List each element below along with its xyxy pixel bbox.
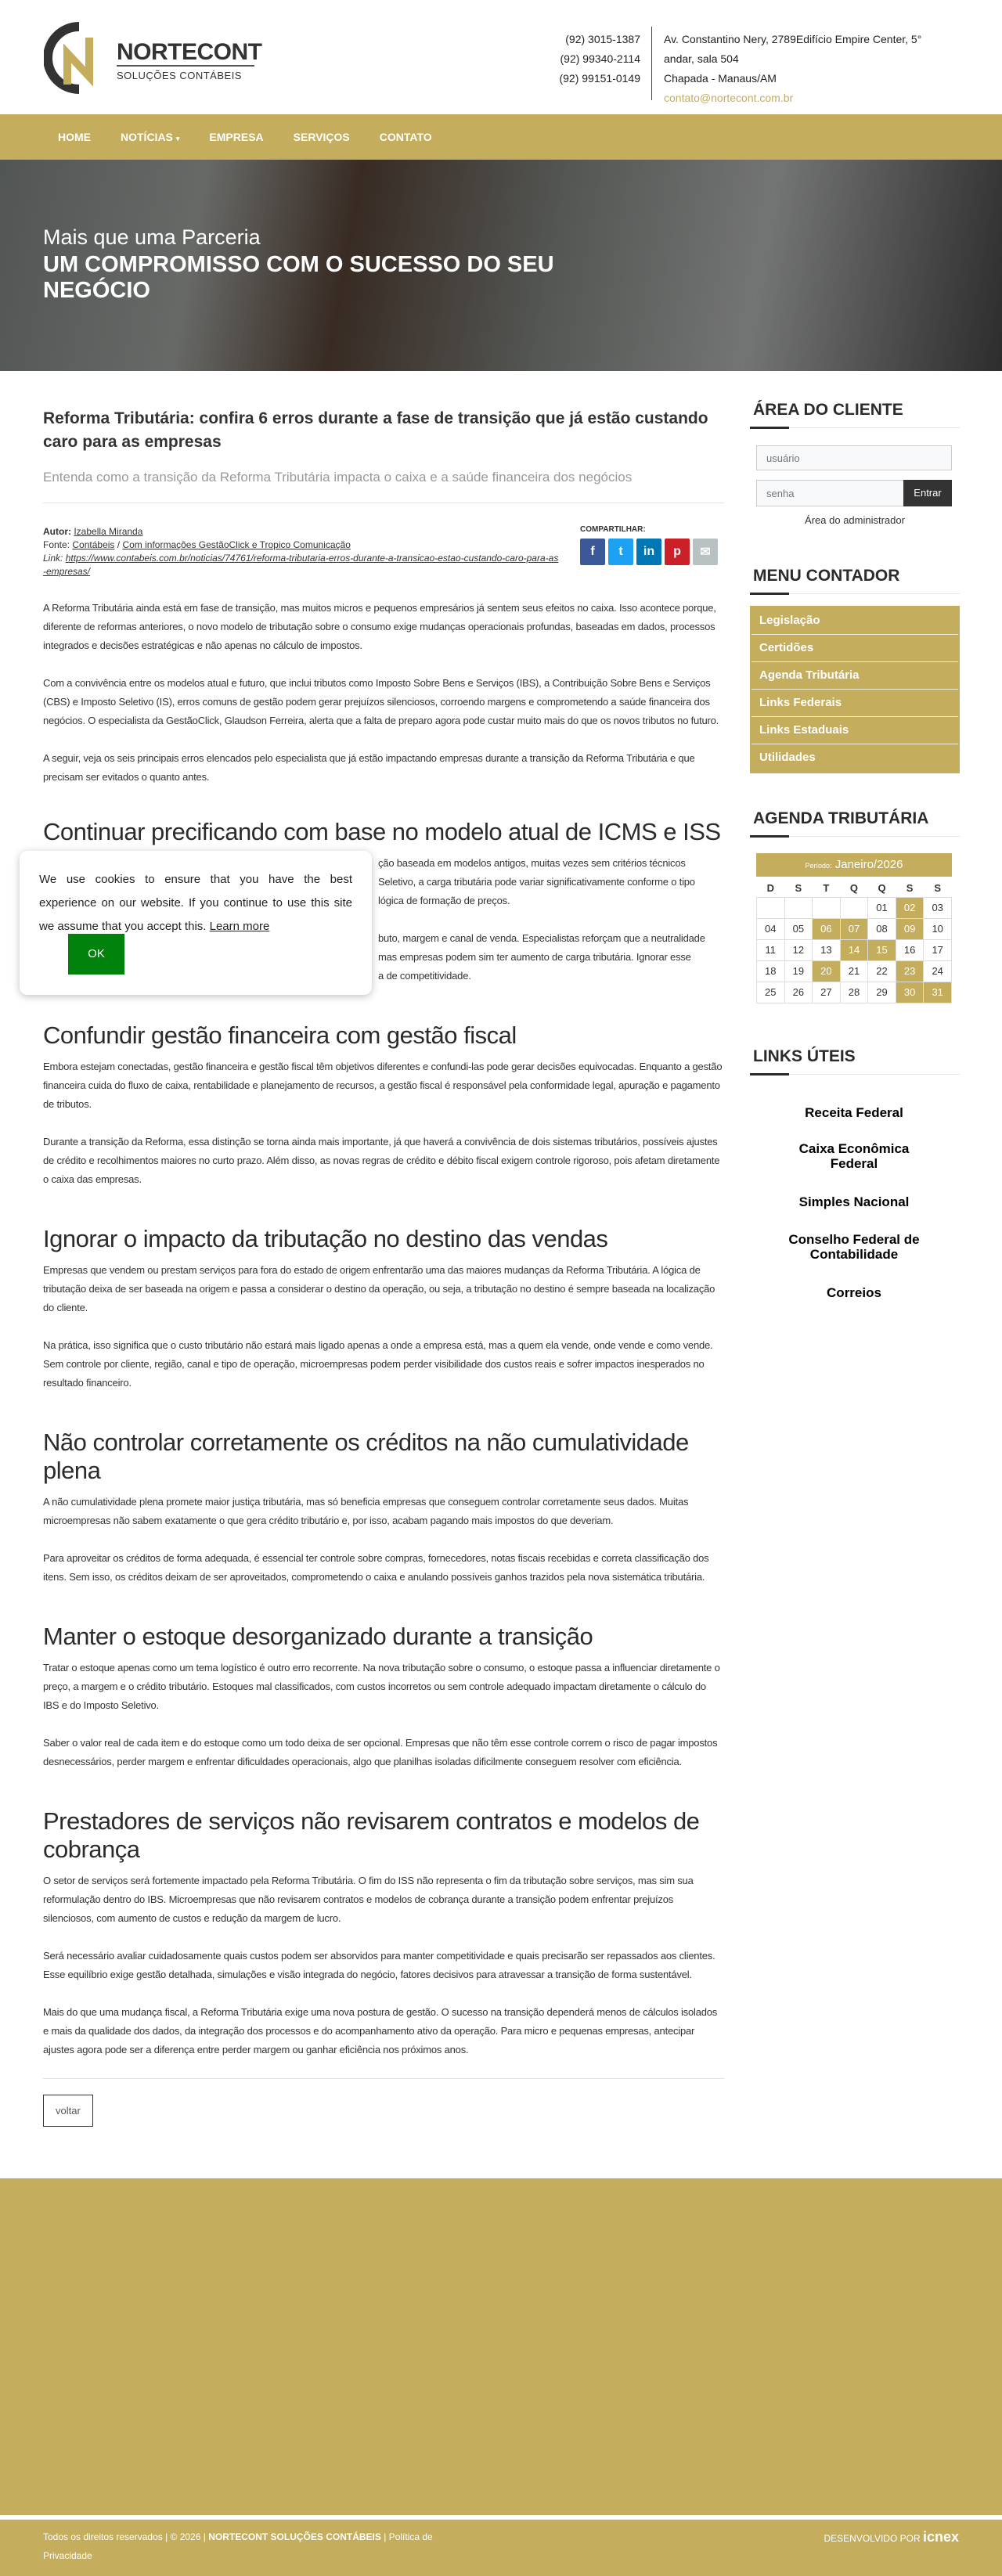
section-heading: Ignorar o impacto da tributação no destino das vendas — [43, 1225, 608, 1252]
logo-name: NORTECONT — [117, 39, 262, 65]
calendar-day: 27 — [813, 982, 841, 1003]
section-heading: Prestadores de serviços não revisarem contratos e modelos de cobrança — [43, 1807, 700, 1863]
paragraph: Para aproveitar os créditos de forma adequada, é essencial ter controle sobre compras, fornecedores, notas fiscais recebidas e correta classificação dos itens. Sem isso, os créditos deixam de ser aproveitados, comprometendo o caixa e anulando possíveis ganhos trazidos pela nova sistemática tributária. — [43, 1552, 709, 1583]
rights-text: Todos os direitos reservados | © 2026 | — [43, 2531, 206, 2542]
paragraph: Durante a transição da Reforma, essa distinção se torna ainda mais importante, já que haverá a convivência de dois sistemas tributários, possíveis ajustes de crédito e recolhimentos maiores no curto prazo. Além disso, as novas regras de crédito e débito fiscal exigem controle rigoroso, pois afetam diretamente o caixa das empresas. — [43, 1136, 720, 1185]
calendar-day: 10 — [924, 918, 952, 939]
paragraph: A não cumulatividade plena promete maior justiça tributária, mas só beneficia empresas que conseguem controlar corretamente seus dados. Muitas microempresas não sabem exatamente o que gera crédito tributário e, por isso, acabam pagando mais impostos do que deveriam. — [43, 1496, 689, 1526]
weekday-label: T — [823, 882, 830, 895]
heading-underline — [750, 593, 960, 594]
username-input[interactable] — [756, 445, 952, 470]
period-value: Janeiro/2026 — [834, 858, 903, 871]
share-label: COMPARTILHAR: — [580, 525, 646, 534]
link-caixa[interactable]: Caixa Econômica Federal — [798, 1141, 910, 1171]
text-line: mas empresas podem sim ter aumento de carga tributária. Ignorar esse — [378, 951, 691, 963]
calendar-empty — [784, 897, 813, 918]
client-area-title: ÁREA DO CLIENTE — [753, 401, 903, 419]
link-correios[interactable]: Correios — [827, 1285, 881, 1300]
article-meta — [43, 525, 724, 578]
calendar-day[interactable]: 14 — [840, 939, 868, 960]
nav-noticias-label: NOTÍCIAS — [121, 131, 173, 143]
source-url[interactable]: https://www.contabeis.com.br/noticias/74761/reforma-tributaria-erros-durante-a-transicao-estao-custando-caro-para-as-empresas/ — [43, 553, 559, 577]
paragraph: Na prática, isso significa que o custo tributário não estará mais ligado apenas a onde a empresa está, mas a quem ela vende, onde vende e como vende. Sem controle por cliente, região, canal e tipo de operação, microempresas podem perder visibilidade dos custos reais e sofrer impactos inesperados no resultado financeiro. — [43, 1339, 713, 1389]
article-sections — [43, 1021, 724, 2059]
caret-down-icon: ▾ — [175, 135, 180, 142]
calendar-day: 12 — [784, 939, 813, 960]
article-title: Reforma Tributária: confira 6 erros durante a fase de transição que já estão custando caro para as empresas — [43, 409, 708, 451]
period-label: Período: — [805, 862, 832, 870]
paragraph: Com a convivência entre os modelos atual e futuro, que inclui tributos como Imposto Sobre Bens e Serviços (IBS), a Contribuição Sobre Bens e Serviços (CBS) e Imposto Seletivo (IS), erros comuns de gestão podem gerar prejuízos silenciosos, corroendo margens e comprometendo a saúde financeira dos negócios. O especialista da GestãoClick, Glaudson Ferreira, alerta que a falta de preparo agora pode custar muito mais do que os novos tributos no futuro. — [43, 677, 719, 726]
calendar-day[interactable]: 20 — [813, 960, 841, 982]
calendar-day: 21 — [840, 960, 868, 982]
author-link[interactable]: Izabella Miranda — [74, 526, 143, 537]
weekday-label: Q — [878, 882, 886, 895]
twitter-icon[interactable]: t — [608, 539, 633, 565]
calendar-day: 22 — [868, 960, 896, 982]
author-label: Autor: — [43, 526, 71, 537]
calendar-day: 13 — [813, 939, 841, 960]
facebook-icon[interactable]: f — [580, 539, 605, 565]
links-title: LINKS ÚTEIS — [753, 1047, 856, 1065]
calendar-day: 24 — [924, 960, 952, 982]
hero-subtitle: Mais que uma Parceria — [43, 225, 261, 249]
paragraph: O setor de serviços será fortemente impactado pela Reforma Tributária. O fim do ISS não representa o fim da tributação sobre serviços, mas sim sua reformulação dentro do IBS. Microempresas que não revisarem contratos e modelos de cobrança durante a transição podem enfrentar prejuízos silenciosos, com aumento de custos e redução da margem de lucro. — [43, 1875, 694, 1924]
calendar-empty — [757, 897, 785, 918]
cookie-text: We use cookies to ensure that you have the best experience on our website. If you continue to use this site we assume that you accept this. — [39, 873, 352, 933]
calendar-day: 16 — [896, 939, 924, 960]
source-link[interactable]: Contábeis — [72, 539, 115, 550]
section-heading: Continuar precificando com base no modelo atual de ICMS e ISS — [43, 818, 721, 845]
password-input[interactable] — [756, 480, 905, 506]
email-link[interactable]: contato@nortecont.com.br — [664, 92, 794, 104]
section-heading: Não controlar corretamente os créditos na não cumulatividade plena — [43, 1429, 689, 1484]
menu-item-legislacao[interactable]: Legislação — [752, 607, 958, 635]
menu-list — [750, 606, 960, 773]
source-label: Fonte: — [43, 539, 70, 550]
weekday-label: S — [795, 882, 802, 895]
nav-servicos[interactable]: SERVIÇOS — [293, 131, 350, 143]
link-cfc[interactable]: Conselho Federal de Contabilidade — [788, 1232, 920, 1262]
pinterest-icon[interactable]: p — [665, 539, 690, 565]
link-simples-nacional[interactable]: Simples Nacional — [798, 1194, 910, 1209]
menu-item-agenda[interactable]: Agenda Tributária — [752, 662, 958, 690]
calendar-day: 08 — [868, 918, 896, 939]
footer — [0, 2515, 1002, 2576]
paragraph: Embora estejam conectadas, gestão financeira e gestão fiscal têm objetivos diferentes e confundi-las pode gerar decisões equivocadas. Enquanto a gestão financeira cuida do fluxo de caixa, rentabilidade e planejamento de recursos, a gestão fiscal é responsável pela conformidade legal, apuração e pagamento de tributos. — [43, 1061, 723, 1110]
text-line: lógica de formação de preços. — [378, 895, 510, 906]
text-line: a de competitividade. — [378, 970, 471, 982]
calendar-day: 03 — [924, 897, 952, 918]
menu-title: MENU CONTADOR — [753, 567, 900, 585]
phone: (92) 99340-2114 — [560, 52, 640, 65]
menu-item-links-federais[interactable]: Links Federais — [752, 690, 958, 717]
section-1-body — [39, 854, 724, 985]
nav-home[interactable]: HOME — [58, 131, 91, 143]
calendar-day: 19 — [784, 960, 813, 982]
link-receita-federal[interactable]: Receita Federal — [805, 1105, 903, 1120]
calendar-day[interactable]: 15 — [868, 939, 896, 960]
menu-item-certidoes[interactable]: Certidões — [752, 635, 958, 662]
logo-tagline: SOLUÇÕES CONTÁBEIS — [117, 70, 242, 81]
text-line: Seletivo, a carga tributária pode variar significativamente conforme o tipo — [378, 876, 695, 888]
client-area — [750, 401, 960, 526]
share-buttons — [580, 539, 724, 565]
calendar-day: 25 — [757, 982, 785, 1003]
company-name: NORTECONT SOLUÇÕES CONTÁBEIS — [208, 2531, 381, 2542]
paragraph: A seguir, veja os seis principais erros elencados pelo especialista que já estão impactando empresas durante a transição da Reforma Tributária e que precisam ser evitados o quanto antes. — [43, 752, 695, 783]
calendar-day[interactable]: 02 — [896, 897, 924, 918]
hero-title: UM COMPROMISSO COM O SUCESSO DO SEU NEGÓCIO — [43, 252, 554, 303]
weekday-label: Q — [849, 882, 859, 895]
weekday-label: D — [766, 882, 774, 895]
nav-contato[interactable]: CONTATO — [379, 131, 432, 143]
nav-empresa[interactable]: EMPRESA — [209, 131, 264, 143]
calendar-day[interactable]: 23 — [896, 960, 924, 982]
paragraph: Empresas que vendem ou prestam serviços para fora do estado de origem enfrentarão uma das maiores mudanças da Reforma Tributária. A lógica de tributação deixa de ser baseada na origem e passa a considerar o destino da operação, ou seja, a tributação no destino é sempre baseada na localização do cliente. — [43, 1264, 715, 1313]
calendar-day: 01 — [868, 897, 896, 918]
heading-underline — [750, 427, 960, 428]
calendar-day[interactable]: 31 — [924, 982, 952, 1003]
calendar-day: 26 — [784, 982, 813, 1003]
article — [39, 407, 724, 2178]
address-street: Av. Constantino Nery, 2789Edifício Empire Center, 5° andar, sala 504 — [664, 33, 922, 65]
calendar-day[interactable]: 07 — [840, 918, 868, 939]
text-line: buto, margem e canal de venda. Especialistas reforçam que a neutralidade — [378, 932, 705, 944]
paragraph: A Reforma Tributária ainda está em fase de transição, mas muitos micros e pequenos empresários já sentem seus efeitos no caixa. Isso acontece porque, diferente de reformas anteriores, o novo modelo de tributação sobre o consumo exige mudanças operacionais profundas, baseadas em dados, processos integrados e decisões estratégicas e não apenas no cálculo de impostos. — [43, 602, 716, 651]
menu-item-links-estaduais[interactable]: Links Estaduais — [752, 717, 958, 744]
calendar-day: 17 — [924, 939, 952, 960]
calendar-period — [756, 853, 952, 877]
paragraph: Tratar o estoque apenas como um tema logístico é outro erro recorrente. Na nova tributação sobre o consumo, o estoque passa a influenciar diretamente o preço, a margem e o crédito tributário. Estoques mal classificados, com custos incorretos ou sem controle adequado impactam diretamente o cálculo do IBS e do Imposto Seletivo. — [43, 1662, 720, 1711]
footer-band — [0, 2178, 1002, 2515]
developer-label: DESENVOLVIDO POR — [824, 2533, 921, 2544]
heading-underline — [750, 1074, 960, 1075]
weekday-label: S — [906, 882, 914, 895]
calendar-day[interactable]: 09 — [896, 918, 924, 939]
agenda-title: AGENDA TRIBUTÁRIA — [753, 809, 929, 827]
login-button[interactable]: Entrar — [903, 480, 952, 506]
calendar-grid — [756, 880, 952, 1003]
calendar-day: 28 — [840, 982, 868, 1003]
calendar-day: 29 — [868, 982, 896, 1003]
paragraph: Será necessário avaliar cuidadosamente quais custos podem ser absorvidos para manter competitividade e quais precisarão ser repassados aos clientes. Esse equilíbrio exige gestão detalhada, simulações e visão integrada do negócio, fatores decisivos para atravessar a transição de forma sustentável. — [43, 1950, 715, 1980]
source-link-2[interactable]: Com informações GestãoClick e Tropico Comunicação — [122, 539, 351, 550]
article-subtitle: Entenda como a transição da Reforma Tributária impacta o caixa e a saúde financeira dos negócios — [43, 470, 633, 485]
calendar-day[interactable]: 06 — [813, 918, 841, 939]
paragraph: Saber o valor real de cada item e do estoque como um todo deixa de ser opcional. Empresas que não têm esse controle correm o risco de pagar impostos desnecessários, perder margem e enfrentar dificuldades operacionais, algo que planilhas isoladas dificilmente conseguem resolver com eficiência. — [43, 1737, 718, 1767]
calendar-day[interactable]: 30 — [896, 982, 924, 1003]
link-label: Link: — [43, 553, 63, 564]
accountant-menu — [750, 567, 960, 773]
useful-links — [750, 1047, 960, 1313]
calendar-day: 11 — [757, 939, 785, 960]
heading-underline — [750, 836, 960, 837]
section-heading: Manter o estoque desorganizado durante a transição — [43, 1623, 593, 1650]
developer-logo: icnex — [922, 2529, 959, 2545]
tax-calendar — [750, 809, 960, 1013]
phone: (92) 3015-1387 — [565, 33, 640, 45]
privacy-link[interactable]: | Política de Privacidade — [43, 2531, 433, 2561]
divider — [43, 2078, 724, 2079]
calendar-day: 04 — [757, 918, 785, 939]
calendar-day: 05 — [784, 918, 813, 939]
paragraph: Mais do que uma mudança fiscal, a Reforma Tributária exige uma nova postura de gestão. O sucesso na transição dependerá menos de cálculos isolados e mais da qualidade dos dados, da integração dos processos e do acompanhamento ativo da operação. Para micro e pequenas empresas, antecipar ajustes agora pode ser a diferença entre perder margem ou ganhar eficiência nos próximos anos. — [43, 2006, 718, 2055]
copyright — [43, 2527, 481, 2565]
admin-link[interactable]: Área do administrador — [805, 514, 905, 526]
linkedin-icon[interactable]: in — [636, 539, 661, 565]
menu-item-utilidades[interactable]: Utilidades — [759, 751, 816, 764]
cookie-ok-button[interactable]: OK — [68, 934, 124, 975]
source-separator: / — [114, 539, 123, 550]
back-button[interactable]: voltar — [43, 2095, 93, 2127]
cookie-banner — [20, 851, 372, 995]
section-heading: Confundir gestão financeira com gestão fiscal — [43, 1021, 517, 1049]
calendar-empty — [813, 897, 841, 918]
email-icon[interactable]: ✉ — [693, 539, 718, 565]
phone: (92) 99151-0149 — [559, 72, 640, 85]
calendar-empty — [840, 897, 868, 918]
calendar-day: 18 — [757, 960, 785, 982]
developer-credit[interactable] — [824, 2529, 959, 2545]
address-city: Chapada - Manaus/AM — [664, 72, 777, 85]
text-line: ção baseada em modelos antigos, muitas vezes sem critérios técnicos — [378, 857, 686, 869]
weekday-label: S — [934, 882, 942, 895]
learn-more-link[interactable]: Learn more — [209, 920, 270, 933]
